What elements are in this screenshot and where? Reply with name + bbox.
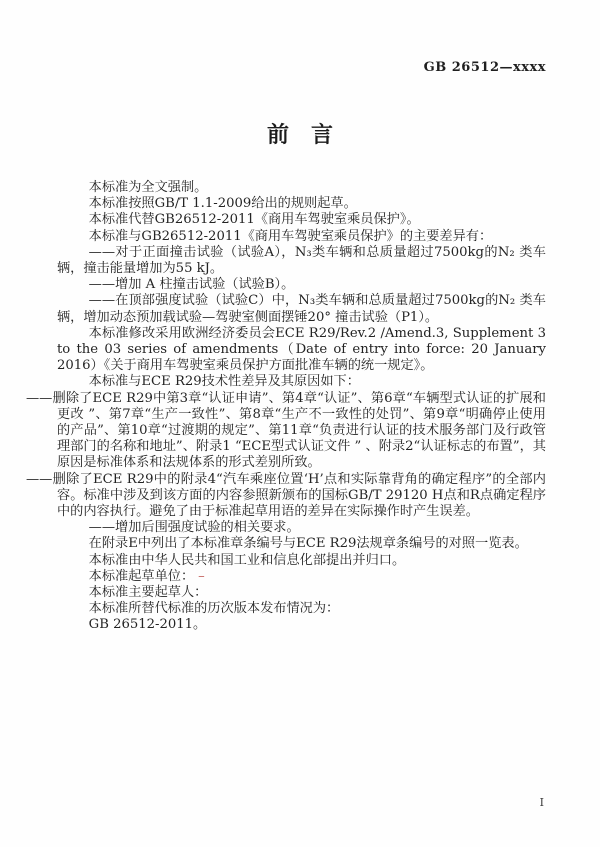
paragraph-main-drafters: 本标准主要起草人：	[88, 585, 208, 601]
paragraph-mandatory: 本标准为全文强制。	[88, 180, 208, 195]
list-item-roof-strength: ——在顶部强度试验（试验C）中，N₃类车辆和总质量超过7500kg的N₂ 类车辆，增加动态预加载试验—驾驶室侧面摆锤20° 撞击试验（P1）。	[57, 293, 546, 325]
redline-mark: –	[198, 568, 205, 584]
paragraph-differences-intro: 本标准与GB26512-2011《商用车驾驶室乘员保护》的主要差异有：	[88, 228, 493, 244]
paragraph-drafting-rules: 本标准按照GB/T 1.1-2009给出的规则起草。	[88, 196, 357, 212]
list-item-a-pillar: ——增加 A 柱撞击试验（试验B）。	[88, 277, 295, 293]
list-item-deleted-annex4: ——删除了ECE R29中的附录4“汽车乘座位置‘H’点和实际靠背角的确定程序”的全部内容。标准中涉及到该方面的内容参照新颁布的国标GB/T 29120 H点和R点确定程序中的内容执行。避免了由于标准起草用语的差异在实际操作时产生误差。	[25, 471, 546, 520]
drafting-unit-label: 本标准起草单位：	[88, 568, 195, 584]
foreword-body	[25, 180, 546, 634]
page-title: 前 言	[266, 122, 333, 148]
document-code: GB 26512—xxxx	[423, 60, 546, 75]
paragraph-tech-diff-intro: 本标准与ECE R29技术性差异及其原因如下：	[88, 374, 360, 390]
list-item-rear-strength: ——增加后围强度试验的相关要求。	[88, 520, 300, 536]
paragraph-drafting-unit	[57, 569, 546, 585]
paragraph-annex-e: 在附录E中列出了本标准章条编号与ECE R29法规章条编号的对照一览表。	[88, 536, 528, 552]
paragraph-ece-adoption: 本标准修改采用欧洲经济委员会ECE R29/Rev.2 /Amend.3, Supplement 3 to the 03 series of amendments（Date of entry into force: 20 January 2016）《关于商用车驾驶室乘员保护方面批准车辆的统一规定》。	[57, 325, 546, 374]
paragraph-previous-editions-intro: 本标准所替代标准的历次版本发布情况为：	[88, 601, 340, 617]
list-item-deleted-chapters: ——删除了ECE R29中第3章“认证申请”、第4章“认证”、第6章“车辆型式认证的扩展和更改 ”、第7章“生产一致性”、第8章“生产不一致性的处罚”、第9章“明确停止使用的产品”、第10章“过渡期的规定”、第11章“负责进行认证的技术服务部门及行政管理部门的名称和地址”、附录1 “ECE型式认证文件 ” 、附录2“认证标志的布置”，其原因是标准体系和法规体系的形式差别所致。	[25, 390, 546, 471]
list-item-front-impact: ——对于正面撞击试验（试验A），N₃类车辆和总质量超过7500kg的N₂ 类车辆，撞击能量增加为55 kJ。	[57, 244, 546, 277]
paragraph-proposed-by: 本标准由中华人民共和国工业和信息化部提出并归口。	[88, 552, 406, 568]
page-number: I	[539, 796, 544, 809]
paragraph-replaces: 本标准代替GB26512-2011《商用车驾驶室乘员保护》。	[88, 212, 420, 228]
paragraph-previous-edition: GB 26512-2011。	[88, 617, 207, 633]
